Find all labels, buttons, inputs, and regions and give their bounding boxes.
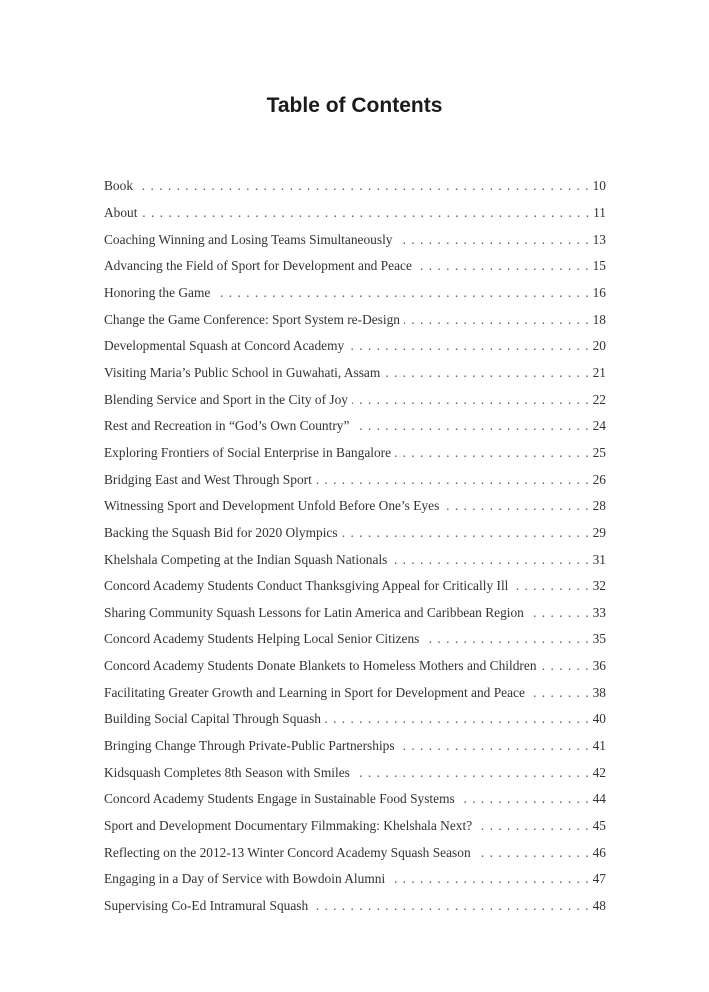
page-title: Table of Contents: [266, 94, 443, 118]
toc-entry[interactable]: [104, 626, 606, 653]
toc-entry-page-number: 28: [592, 498, 606, 514]
toc-entry[interactable]: [104, 306, 606, 333]
toc-entry[interactable]: [104, 733, 606, 760]
toc-entry[interactable]: [104, 360, 606, 387]
dot-leader: [529, 685, 590, 701]
dot-leader: [353, 418, 589, 434]
toc-entry-title: Advancing the Field of Sport for Development and Peace: [104, 258, 412, 274]
toc-entry-page-number: 31: [592, 551, 606, 567]
toc-entry-page-number: 35: [592, 631, 606, 647]
toc-entry[interactable]: [104, 520, 606, 547]
dot-leader: [395, 445, 590, 461]
dot-leader: [399, 738, 590, 754]
dot-leader: [528, 605, 590, 621]
toc-entry-page-number: 33: [592, 604, 606, 620]
toc-entry[interactable]: [104, 679, 606, 706]
toc-entry-title: Backing the Squash Bid for 2020 Olympics: [104, 524, 338, 540]
toc-entry[interactable]: [104, 173, 606, 200]
toc-entry[interactable]: [104, 200, 606, 227]
toc-entry-title: Exploring Frontiers of Social Enterprise in Bangalore: [104, 444, 392, 460]
dot-leader: [476, 818, 589, 834]
toc-entry[interactable]: [104, 413, 606, 440]
toc-entry[interactable]: [104, 813, 606, 840]
toc-entry-page-number: 13: [592, 231, 606, 247]
toc-entry[interactable]: [104, 893, 606, 920]
toc-entry-title: Bringing Change Through Private-Public Partnerships: [104, 738, 395, 754]
dot-leader: [312, 898, 589, 914]
dot-leader: [416, 258, 590, 274]
toc-entry-page-number: 36: [592, 658, 606, 674]
table-of-contents: [104, 173, 606, 919]
dot-leader: [512, 578, 589, 594]
toc-entry-page-number: 42: [592, 764, 606, 780]
dot-leader: [391, 552, 589, 568]
toc-entry-title: Book: [104, 178, 134, 194]
toc-entry-page-number: 15: [592, 258, 606, 274]
toc-entry[interactable]: [104, 706, 606, 733]
toc-entry-page-number: 20: [592, 338, 606, 354]
toc-entry-title: Change the Game Conference: Sport System re-Design: [104, 311, 400, 327]
toc-entry-page-number: 44: [592, 791, 606, 807]
toc-entry[interactable]: [104, 493, 606, 520]
toc-entry-title: Khelshala Competing at the Indian Squash Nationals: [104, 551, 388, 567]
dot-leader: [397, 232, 590, 248]
dot-leader: [342, 525, 590, 541]
toc-entry-title: Witnessing Sport and Development Unfold Before One’s Eyes: [104, 498, 440, 514]
toc-entry-title: About: [104, 204, 138, 220]
toc-entry-page-number: 41: [592, 738, 606, 754]
dot-leader: [389, 871, 589, 887]
toc-entry-title: Rest and Recreation in “God’s Own Country”: [104, 418, 350, 434]
toc-entry-title: Concord Academy Students Helping Local Senior Citizens: [104, 631, 420, 647]
dot-leader: [404, 312, 590, 328]
dot-leader: [325, 711, 590, 727]
dot-leader: [141, 205, 590, 221]
toc-entry-title: Honoring the Game: [104, 284, 211, 300]
toc-entry[interactable]: [104, 573, 606, 600]
toc-entry-title: Concord Academy Students Engage in Sustainable Food Systems: [104, 791, 455, 807]
toc-entry-title: Engaging in a Day of Service with Bowdoin Alumni: [104, 871, 386, 887]
toc-entry[interactable]: [104, 786, 606, 813]
toc-entry[interactable]: [104, 759, 606, 786]
toc-entry-title: Sport and Development Documentary Filmmaking: Khelshala Next?: [104, 818, 473, 834]
toc-entry-title: Concord Academy Students Conduct Thanksgiving Appeal for Critically Ill: [104, 578, 509, 594]
toc-entry-title: Reflecting on the 2012-13 Winter Concord Academy Squash Season: [104, 844, 471, 860]
toc-entry-title: Sharing Community Squash Lessons for Latin America and Caribbean Region: [104, 604, 524, 620]
toc-entry[interactable]: [104, 333, 606, 360]
toc-entry-page-number: 46: [592, 844, 606, 860]
toc-entry-page-number: 22: [592, 391, 606, 407]
toc-entry-page-number: 21: [592, 364, 606, 380]
toc-entry[interactable]: [104, 466, 606, 493]
dot-leader: [137, 178, 590, 194]
toc-entry-page-number: 24: [592, 418, 606, 434]
dot-leader: [423, 631, 589, 647]
toc-entry-title: Concord Academy Students Donate Blankets to Homeless Mothers and Children: [104, 658, 537, 674]
toc-entry-title: Blending Service and Sport in the City of Joy: [104, 391, 348, 407]
toc-entry-page-number: 26: [592, 471, 606, 487]
toc-entry[interactable]: [104, 386, 606, 413]
toc-entry-page-number: 48: [592, 898, 606, 914]
dot-leader: [459, 791, 590, 807]
toc-entry[interactable]: [104, 546, 606, 573]
dot-leader: [316, 472, 590, 488]
toc-entry-page-number: 18: [592, 311, 606, 327]
toc-entry-title: Supervising Co-Ed Intramural Squash: [104, 898, 309, 914]
toc-entry-page-number: 10: [592, 178, 606, 194]
toc-entry[interactable]: [104, 866, 606, 893]
toc-entry[interactable]: [104, 600, 606, 627]
dot-leader: [348, 338, 589, 354]
toc-entry-page-number: 29: [592, 524, 606, 540]
toc-entry-title: Building Social Capital Through Squash: [104, 711, 321, 727]
toc-entry-page-number: 32: [592, 578, 606, 594]
toc-entry[interactable]: [104, 253, 606, 280]
toc-entry-page-number: 25: [592, 444, 606, 460]
toc-entry[interactable]: [104, 226, 606, 253]
toc-entry-title: Facilitating Greater Growth and Learning in Sport for Development and Peace: [104, 684, 525, 700]
toc-entry[interactable]: [104, 839, 606, 866]
toc-entry-page-number: 47: [592, 871, 606, 887]
toc-entry-title: Coaching Winning and Losing Teams Simultaneously: [104, 231, 393, 247]
toc-entry-page-number: 11: [593, 204, 606, 220]
dot-leader: [214, 285, 589, 301]
toc-entry[interactable]: [104, 280, 606, 307]
toc-entry-title: Bridging East and West Through Sport: [104, 471, 312, 487]
toc-entry-title: Visiting Maria’s Public School in Guwahati, Assam: [104, 364, 381, 380]
toc-entry[interactable]: [104, 440, 606, 467]
toc-entry-page-number: 38: [592, 684, 606, 700]
dot-leader: [541, 658, 590, 674]
toc-entry-page-number: 45: [592, 818, 606, 834]
toc-entry-title: Kidsquash Completes 8th Season with Smiles: [104, 764, 350, 780]
dot-leader: [352, 392, 590, 408]
toc-entry-page-number: 16: [592, 284, 606, 300]
dot-leader: [354, 765, 590, 781]
toc-entry-title: Developmental Squash at Concord Academy: [104, 338, 345, 354]
toc-entry-page-number: 40: [592, 711, 606, 727]
toc-entry[interactable]: [104, 653, 606, 680]
dot-leader: [443, 498, 589, 514]
dot-leader: [475, 845, 590, 861]
dot-leader: [384, 365, 589, 381]
